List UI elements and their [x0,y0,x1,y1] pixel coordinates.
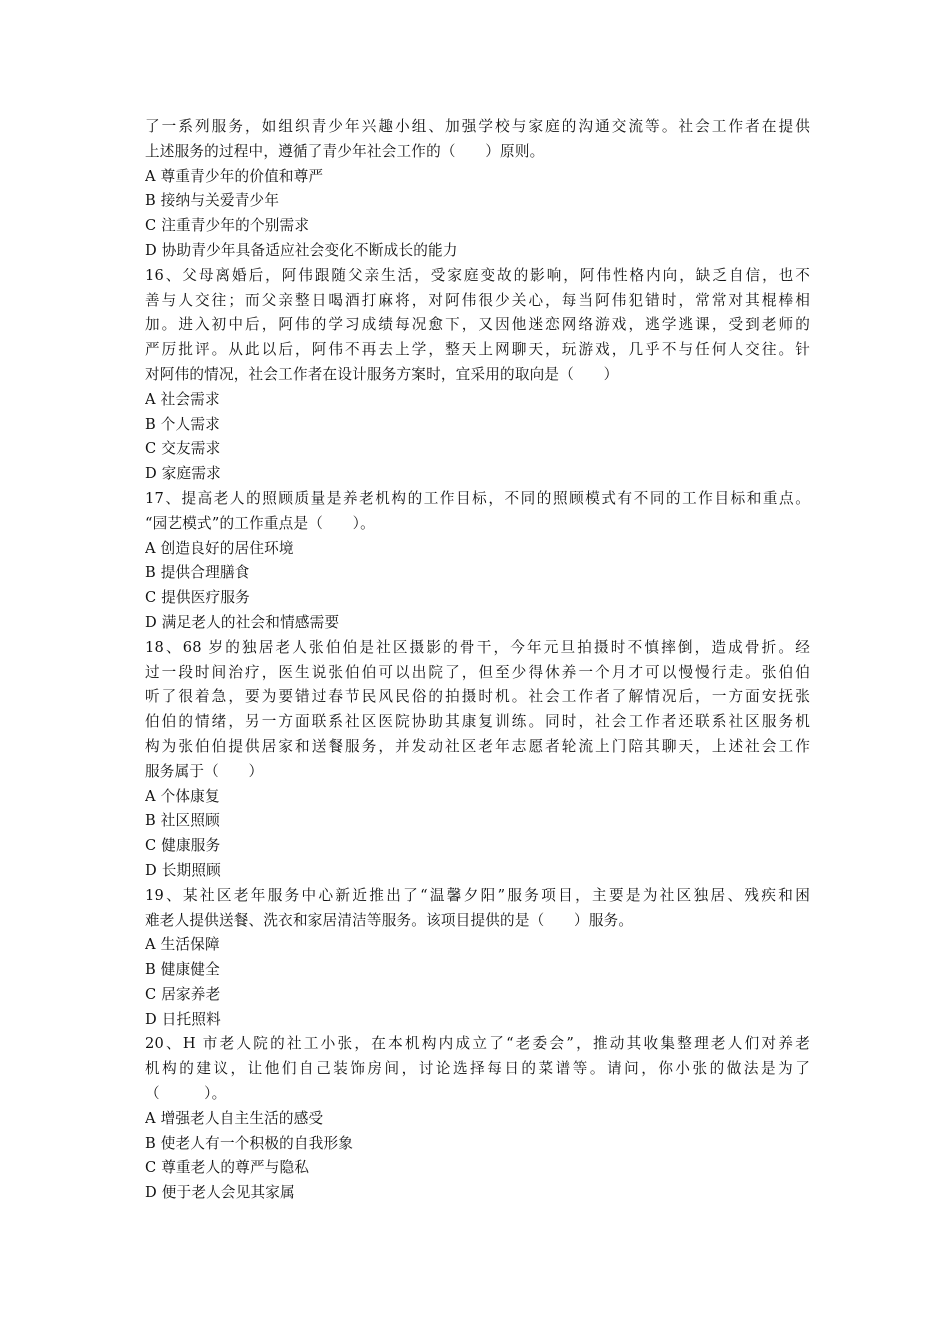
question-18-line: 服务属于（ ） [145,762,264,780]
option-c: C 居家养老 [145,985,221,1003]
question-16-line: 16、父母离婚后，阿伟跟随父亲生活，受家庭变故的影响，阿伟性格内向，缺乏自信，也不 [145,266,810,284]
question-18-line: 过一段时间治疗，医生说张伯伯可以出院了，但至少得休养一个月才可以慢慢行走。张伯伯 [145,663,810,681]
option-b: B 社区照顾 [145,812,220,830]
option-d: D 长期照顾 [145,861,221,879]
option-b: B 提供合理膳食 [145,564,250,582]
question-18-line: 构为张伯伯提供居家和送餐服务，并发动社区老年志愿者轮流上门陪其聊天，上述社会工作 [145,737,810,755]
question-16-line: 加。进入初中后，阿伟的学习成绩每况愈下，又因他迷恋网络游戏，逃学逃课，受到老师的 [145,316,810,334]
question-19-line: 19、某社区老年服务中心新近推出了“温馨夕阳”服务项目，主要是为社区独居、残疾和困 [145,886,810,904]
question-18-line: 听了很着急，要为要错过春节民风民俗的拍摄时机。社会工作者了解情况后，一方面安抚张 [145,688,810,706]
question-17-line: “园艺模式”的工作重点是（ ）。 [145,514,375,532]
option-d: D 家庭需求 [145,465,221,483]
question-20-line: 20、H 市老人院的社工小张，在本机构内成立了“老委会”，推动其收集整理老人们对养老 [145,1035,810,1053]
option-a: A 增强老人自主生活的感受 [145,1109,324,1127]
option-c: C 尊重老人的尊严与隐私 [145,1159,310,1177]
question-18-line: 18、68 岁的独居老人张伯伯是社区摄影的骨干，今年元旦拍摄时不慎摔倒，造成骨折。经 [145,638,810,656]
question-18-line: 伯伯的情绪，另一方面联系社区医院协助其康复训练。同时，社会工作者还联系社区服务机 [145,713,810,731]
question-19-line: 难老人提供送餐、洗衣和家居清洁等服务。该项目提供的是（ ）服务。 [145,911,634,929]
option-b: B 使老人有一个积极的自我形象 [145,1134,354,1152]
question-text-line: 了一系列服务，如组织青少年兴趣小组、加强学校与家庭的沟通交流等。社会工作者在提供 [145,118,810,135]
option-a: A 尊重青少年的价值和尊严 [145,167,324,185]
question-16-line: 严厉批评。从此以后，阿伟不再去上学，整天上网聊天，玩游戏，几乎不与任何人交往。针 [145,341,810,359]
question-16-line: 善与人交往；而父亲整日喝酒打麻将，对阿伟很少关心，每当阿伟犯错时，常常对其棍棒相 [145,291,810,309]
question-20-line: （ ）。 [145,1085,227,1103]
option-a: A 个体康复 [145,787,220,805]
option-c: C 注重青少年的个别需求 [145,217,310,235]
option-c: C 交友需求 [145,440,221,458]
option-b: B 个人需求 [145,415,220,433]
question-16-line: 对阿伟的情况，社会工作者在设计服务方案时，宜采用的取向是（ ） [145,365,619,383]
document-page [145,115,810,1206]
question-text-line: 上述服务的过程中，遵循了青少年社会工作的（ ）原则。 [145,142,545,160]
question-17-line: 17、提高老人的照顾质量是养老机构的工作目标，不同的照顾模式有不同的工作目标和重点。 [145,489,810,507]
option-d: D 满足老人的社会和情感需要 [145,613,340,631]
option-d: D 便于老人会见其家属 [145,1184,295,1202]
option-a: A 生活保障 [145,936,220,954]
option-a: A 社会需求 [145,390,220,408]
option-c: C 提供医疗服务 [145,589,250,607]
option-b: B 健康健全 [145,961,220,979]
option-d: D 协助青少年具备适应社会变化不断成长的能力 [145,241,458,259]
option-b: B 接纳与关爱青少年 [145,192,280,210]
option-c: C 健康服务 [145,837,221,855]
option-a: A 创造良好的居住环境 [145,539,294,557]
question-20-line: 机构的建议，让他们自己装饰房间，讨论选择每日的菜谱等。请问，你小张的做法是为了 [145,1060,810,1078]
option-d: D 日托照料 [145,1010,221,1028]
